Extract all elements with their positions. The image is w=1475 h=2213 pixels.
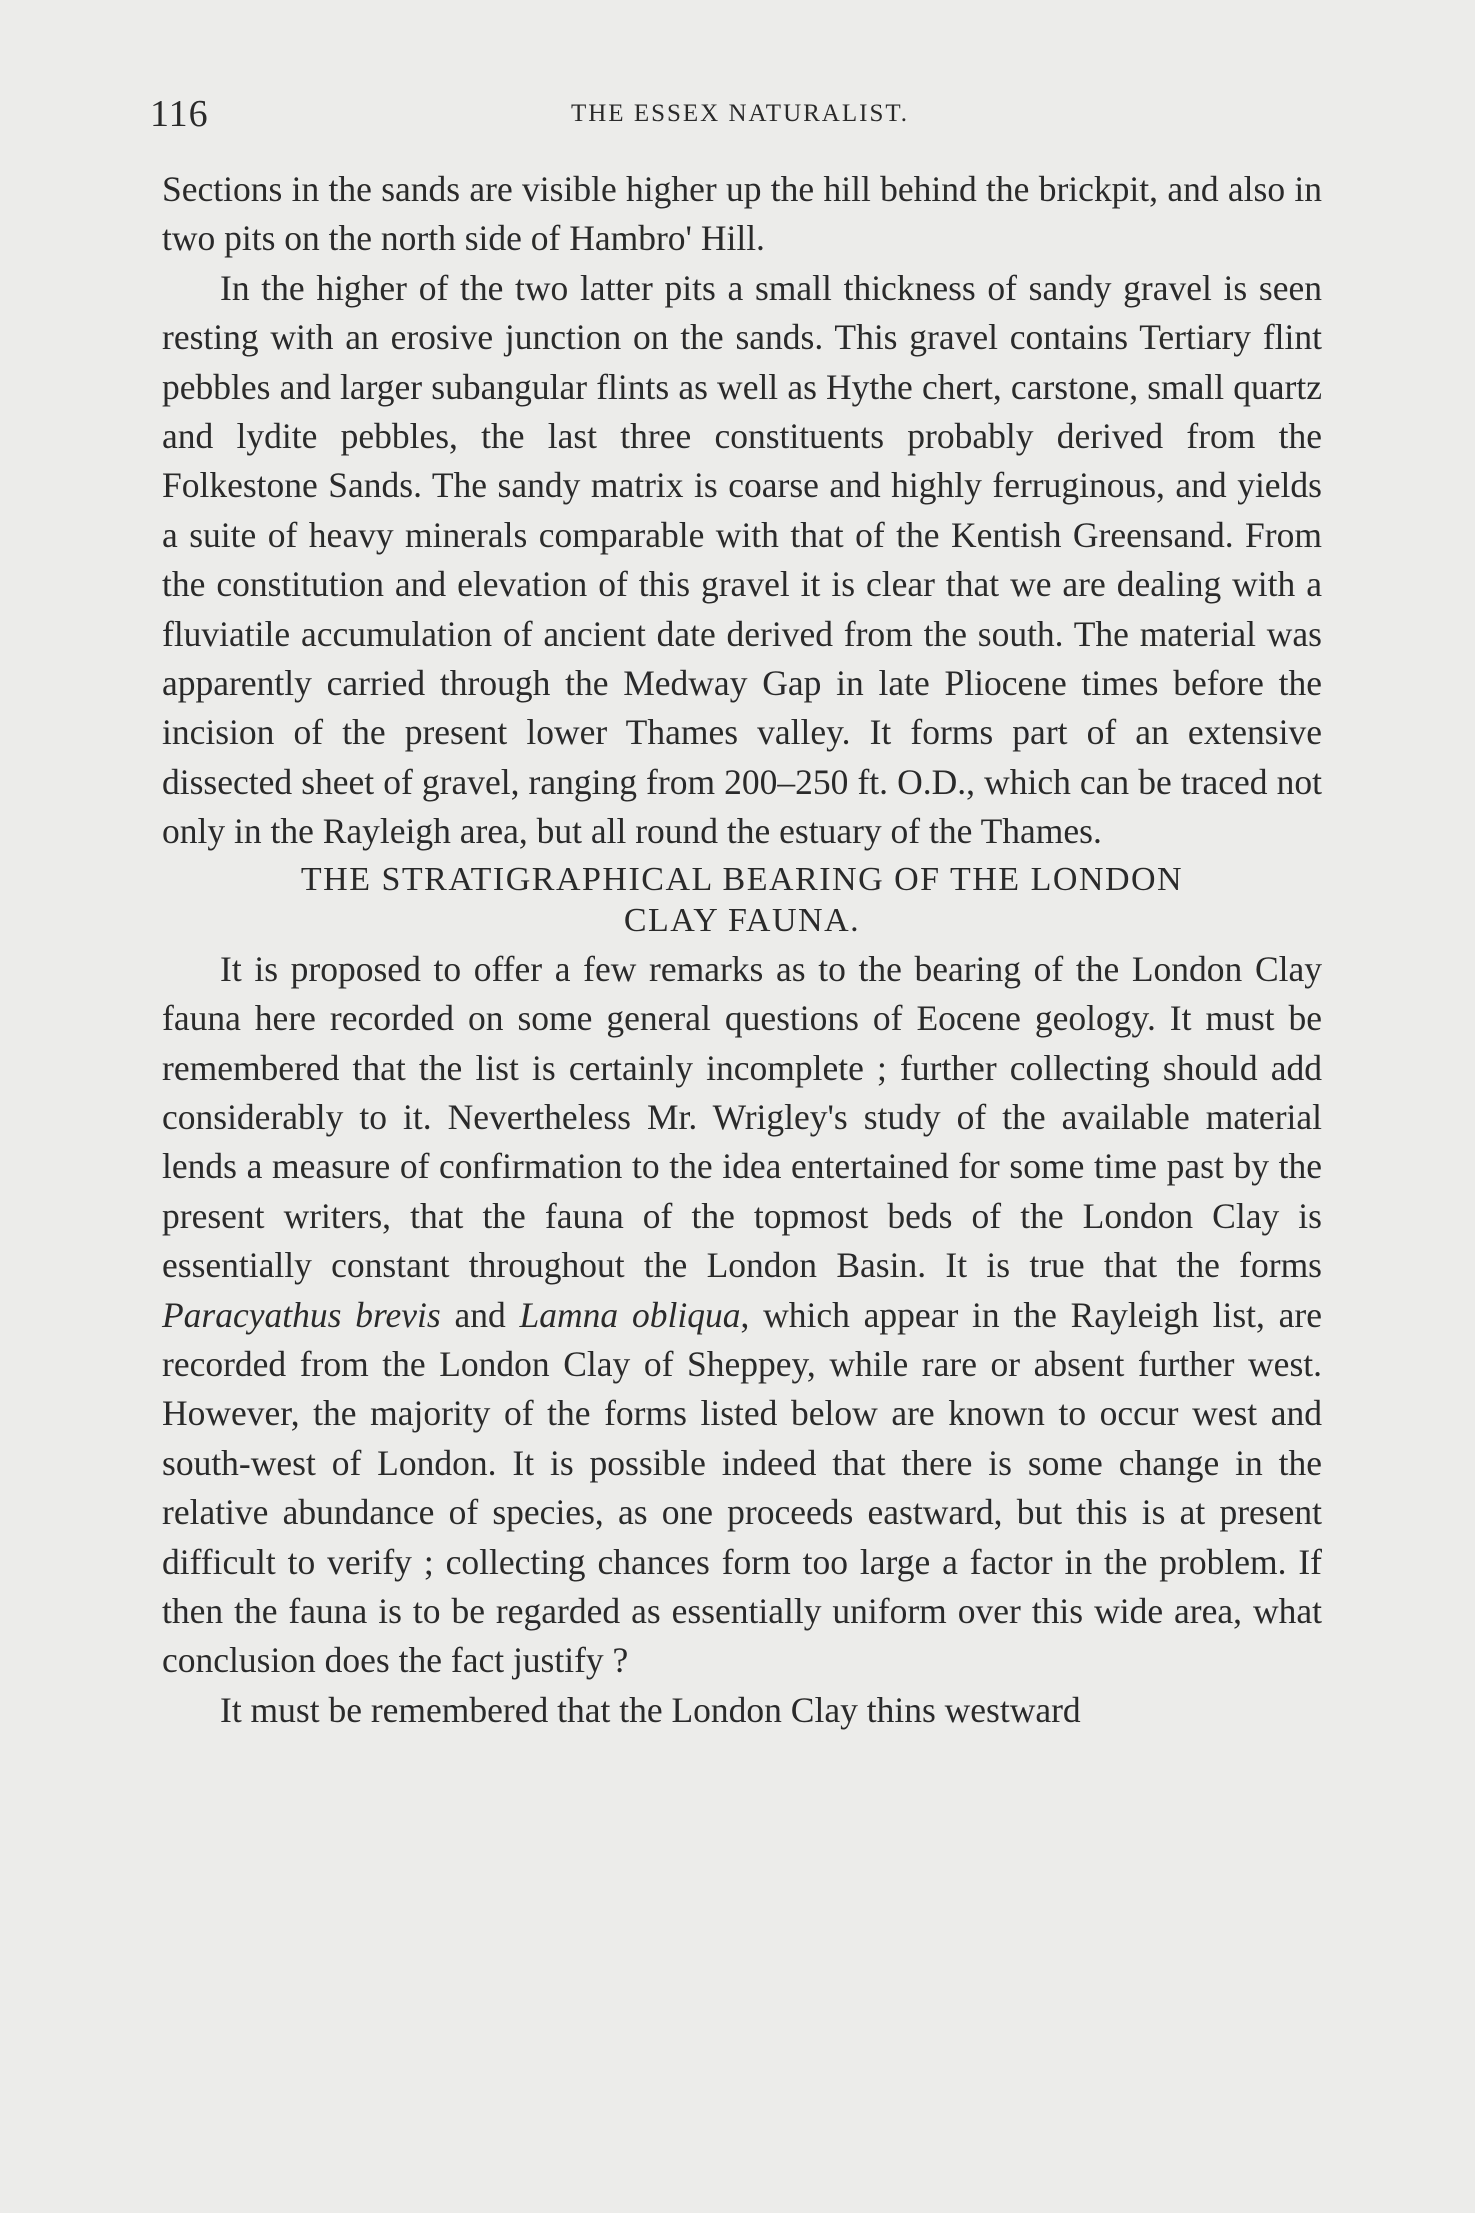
running-head (150, 92, 1330, 142)
taxon-paracyathus-brevis: Paracyathus brevis (162, 1294, 441, 1335)
paragraph-text-part-2: and (440, 1294, 520, 1335)
paragraph-london-clay-fauna (162, 945, 1322, 1686)
paragraph-sections-in-sands: Sections in the sands are visible higher up the hill behind the brickpit, and also in two pits on the north side of Hambro' Hill. (162, 169, 1322, 259)
paragraph-london-clay-thins: It must be remembered that the London Clay thins westward (220, 1689, 1081, 1730)
page-number: 116 (150, 93, 209, 135)
paragraph-text-part-1: It is proposed to offer a few remarks as to the bearing of the London Clay fauna here recorded on some general questions of Eocene geology. It must be remembered that the list is certainly incomplete ; further collecting should add considerably to it. Nevertheless Mr. Wrigley's study of the available material lends a measure of confirmation to the idea entertained for some time past by the present writers, that the fauna of the topmost beds of the London Clay is essentially constant throughout the London Basin. It is true that the forms (162, 948, 1322, 1286)
section-heading-line-1: THE STRATIGRAPHICAL BEARING OF THE LONDON (300, 860, 1184, 898)
paragraph-sandy-gravel: In the higher of the two latter pits a small thickness of sandy gravel is seen resting with an erosive junction on the sands. This gravel contains Tertiary flint pebbles and larger subangular flints as well as Hythe chert, carstone, small quartz and lydite pebbles, the last three constituents probably derived from the Folkestone Sands. The sandy matrix is coarse and highly ferruginous, and yields a suite of heavy minerals comparable with that of the Kentish Greensand. From the constitution and elevation of this gravel it is clear that we are dealing with a fluviatile accumulation of ancient date derived from the south. The material was apparently carried through the Medway Gap in late Pliocene times before the incision of the present lower Thames valley. It forms part of an extensive dissected sheet of gravel, ranging from 200–250 ft. O.D., which can be traced not only in the Rayleigh area, but all round the estuary of the Thames. (162, 267, 1322, 852)
journal-title: THE ESSEX NATURALIST. (570, 100, 910, 127)
taxon-lamna-obliqua: Lamna obliqua (519, 1294, 741, 1335)
section-heading (162, 857, 1322, 945)
body-text (162, 165, 1322, 1735)
section-heading-line-2: CLAY FAUNA. (623, 901, 861, 939)
paragraph-text-part-3: , which appear in the Rayleigh list, are recorded from the London Clay of Sheppey, while rare or absent further west. However, the majority of the forms listed below are known to occur west and south-west of London. It is possible indeed that there is some change in the relative abundance of species, as one proceeds eastward, but this is at present difficult to verify ; collecting chances form too large a factor in the problem. If then the fauna is to be regarded as essentially uniform over this wide area, what conclusion does the fact justify ? (162, 1294, 1322, 1681)
